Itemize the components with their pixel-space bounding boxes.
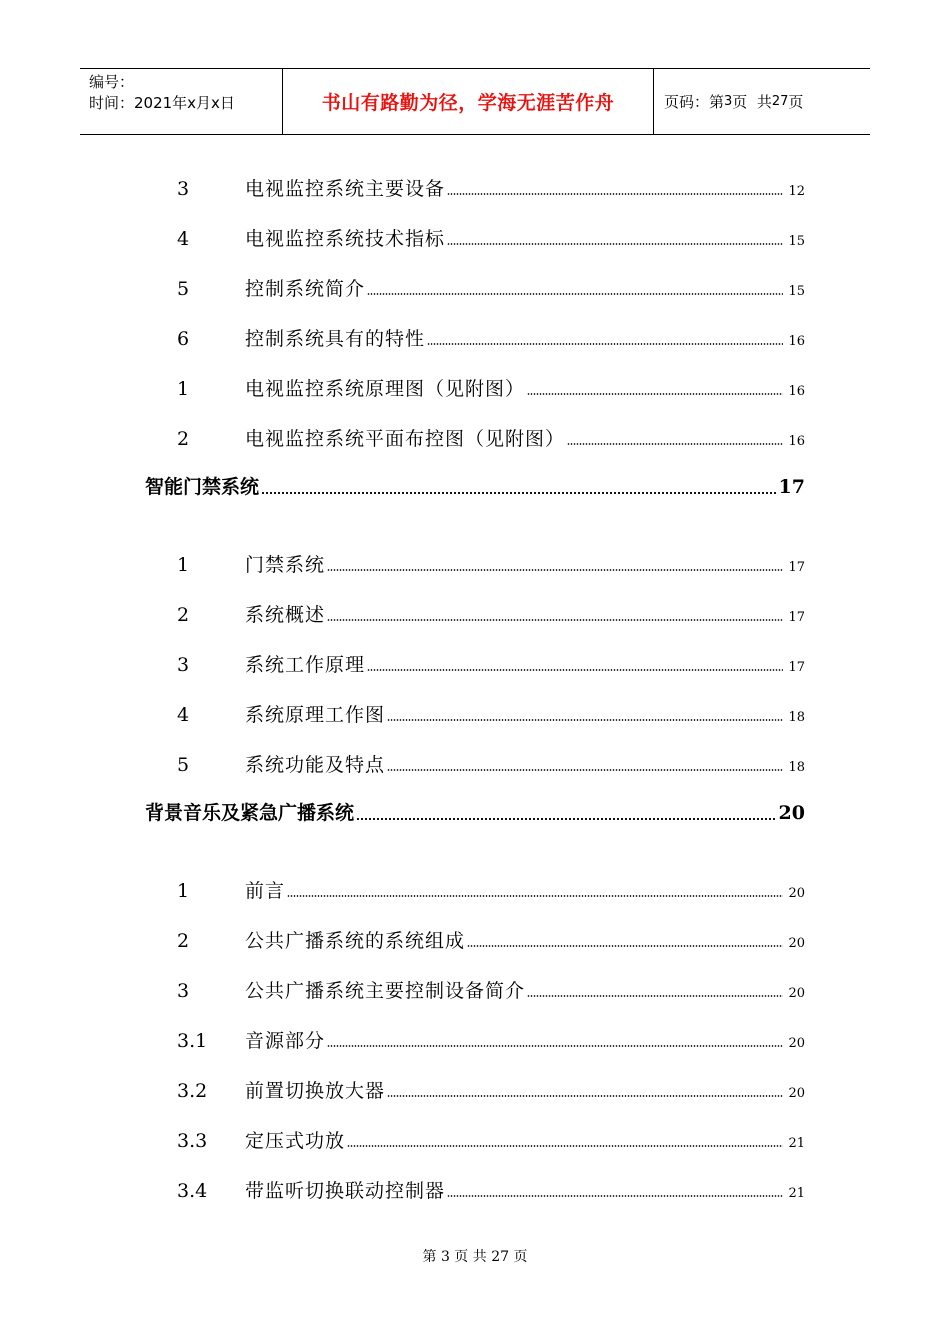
- toc-entry[interactable]: [145, 370, 805, 400]
- toc-entry-title: 前言: [245, 880, 286, 902]
- toc-entry[interactable]: [145, 320, 805, 350]
- toc-entry-page: 20: [778, 802, 805, 824]
- toc-entry-title: 电视监控系统平面布控图（见附图）: [245, 428, 566, 450]
- toc-entry-page: 17: [788, 660, 805, 675]
- toc-entry[interactable]: [145, 546, 805, 576]
- toc-entry-title: 电视监控系统原理图（见附图）: [245, 378, 526, 400]
- toc-entry-title: 系统原理工作图: [245, 704, 386, 726]
- toc-entry-number: 5: [177, 278, 190, 300]
- page-prefix: 页码：第: [664, 93, 725, 111]
- toc-entry-page: 20: [788, 986, 805, 1001]
- toc-dot-leader: [387, 718, 783, 722]
- toc-entry[interactable]: [145, 220, 805, 250]
- toc-entry[interactable]: [145, 696, 805, 726]
- toc-dot-leader: [427, 342, 783, 346]
- toc-entry-page: 17: [778, 476, 805, 498]
- toc-entry-number: 1: [177, 378, 190, 400]
- toc-entry-title: 定压式功放: [245, 1130, 346, 1152]
- toc-dot-leader: [447, 192, 783, 196]
- toc-entry-page: 20: [788, 1036, 805, 1051]
- toc-entry[interactable]: [145, 746, 805, 776]
- toc-entry-title: 公共广播系统的系统组成: [245, 930, 466, 952]
- toc-chapter-entry[interactable]: [145, 468, 805, 498]
- page-total: 27: [771, 94, 789, 109]
- toc-entry-title: 智能门禁系统: [145, 476, 260, 498]
- toc-entry[interactable]: [145, 270, 805, 300]
- toc-entry[interactable]: [145, 1022, 805, 1052]
- page-footer: 第 3 页 共 27 页: [422, 1249, 528, 1265]
- toc-entry-title: 电视监控系统主要设备: [245, 178, 446, 200]
- toc-entry[interactable]: [145, 420, 805, 450]
- toc-entry-title: 带监听切换联动控制器: [245, 1180, 446, 1202]
- toc-entry-number: 3: [177, 980, 190, 1002]
- toc-entry-page: 15: [788, 284, 805, 299]
- toc-dot-leader: [367, 668, 783, 672]
- toc-entry-page: 17: [788, 560, 805, 575]
- toc-entry[interactable]: [145, 1172, 805, 1202]
- toc-entry-page: 18: [788, 710, 805, 725]
- page-current: 3: [724, 94, 733, 109]
- page-suffix: 页: [788, 93, 804, 111]
- toc-dot-leader: [387, 1094, 783, 1098]
- toc-entry-page: 21: [788, 1136, 805, 1151]
- toc-entry-page: 21: [788, 1186, 805, 1201]
- page-header: [80, 68, 870, 135]
- toc-entry[interactable]: [145, 1122, 805, 1152]
- toc-entry[interactable]: [145, 972, 805, 1002]
- toc-entry-title: 电视监控系统技术指标: [245, 228, 446, 250]
- toc-dot-leader: [261, 491, 777, 495]
- toc-entry-title: 前置切换放大器: [245, 1080, 386, 1102]
- toc-entry[interactable]: [145, 872, 805, 902]
- toc-dot-leader: [447, 242, 783, 246]
- toc-entry-number: 3: [177, 654, 190, 676]
- toc-entry-number: 2: [177, 604, 190, 626]
- toc-dot-leader: [387, 768, 783, 772]
- toc-entry-number: 6: [177, 328, 190, 350]
- toc-dot-leader: [567, 442, 783, 446]
- toc-entry[interactable]: [145, 922, 805, 952]
- toc-entry-title: 系统功能及特点: [245, 754, 386, 776]
- toc-dot-leader: [287, 894, 783, 898]
- toc-dot-leader: [327, 1044, 783, 1048]
- toc-entry-title: 公共广播系统主要控制设备简介: [245, 980, 526, 1002]
- toc-entry-title: 门禁系统: [245, 554, 326, 576]
- toc-dot-leader: [367, 292, 783, 296]
- toc-entry[interactable]: [145, 1072, 805, 1102]
- toc-dot-leader: [527, 994, 783, 998]
- toc-entry-page: 16: [788, 384, 805, 399]
- toc-entry-title: 背景音乐及紧急广播系统: [145, 802, 355, 824]
- number-label: 编号：: [89, 73, 135, 91]
- toc-entry-number: 3.1: [177, 1030, 208, 1052]
- toc-entry-number: 3.2: [177, 1080, 208, 1102]
- toc-dot-leader: [327, 568, 783, 572]
- toc-entry-number: 1: [177, 880, 190, 902]
- toc-entry-number: 3.4: [177, 1180, 208, 1202]
- toc-entry-number: 3.3: [177, 1130, 208, 1152]
- toc-entry-title: 控制系统具有的特性: [245, 328, 426, 350]
- toc-entry-number: 2: [177, 930, 190, 952]
- toc-entry-page: 16: [788, 334, 805, 349]
- header-meta: [80, 69, 282, 134]
- toc-entry-title: 控制系统简介: [245, 278, 366, 300]
- header-motto: 书山有路勤为径，学海无涯苦作舟: [282, 69, 654, 134]
- toc-entry-number: 4: [177, 704, 190, 726]
- toc-dot-leader: [327, 618, 783, 622]
- toc-dot-leader: [467, 944, 783, 948]
- toc-chapter-entry[interactable]: [145, 794, 805, 824]
- toc-entry-title: 音源部分: [245, 1030, 326, 1052]
- toc-entry-page: 17: [788, 610, 805, 625]
- toc-entry-title: 系统概述: [245, 604, 326, 626]
- toc-entry-page: 20: [788, 936, 805, 951]
- toc-entry-number: 2: [177, 428, 190, 450]
- toc-entry-page: 18: [788, 760, 805, 775]
- toc-entry-page: 15: [788, 234, 805, 249]
- toc-entry-title: 系统工作原理: [245, 654, 366, 676]
- toc-entry-page: 12: [788, 184, 805, 199]
- toc-entry[interactable]: [145, 170, 805, 200]
- toc-entry-page: 20: [788, 886, 805, 901]
- toc-entry-number: 4: [177, 228, 190, 250]
- toc-entry-number: 3: [177, 178, 190, 200]
- toc-dot-leader: [347, 1144, 783, 1148]
- date-label: 时间：2021年x月x日: [89, 94, 235, 112]
- toc-dot-leader: [356, 817, 777, 821]
- toc-entry[interactable]: [145, 646, 805, 676]
- header-page-info: [654, 69, 870, 134]
- toc-dot-leader: [447, 1194, 783, 1198]
- toc-entry[interactable]: [145, 596, 805, 626]
- toc-entry-page: 20: [788, 1086, 805, 1101]
- toc-dot-leader: [527, 392, 783, 396]
- toc-entry-number: 5: [177, 754, 190, 776]
- toc-entry-page: 16: [788, 434, 805, 449]
- toc-entry-number: 1: [177, 554, 190, 576]
- page-mid: 页 共: [732, 93, 772, 111]
